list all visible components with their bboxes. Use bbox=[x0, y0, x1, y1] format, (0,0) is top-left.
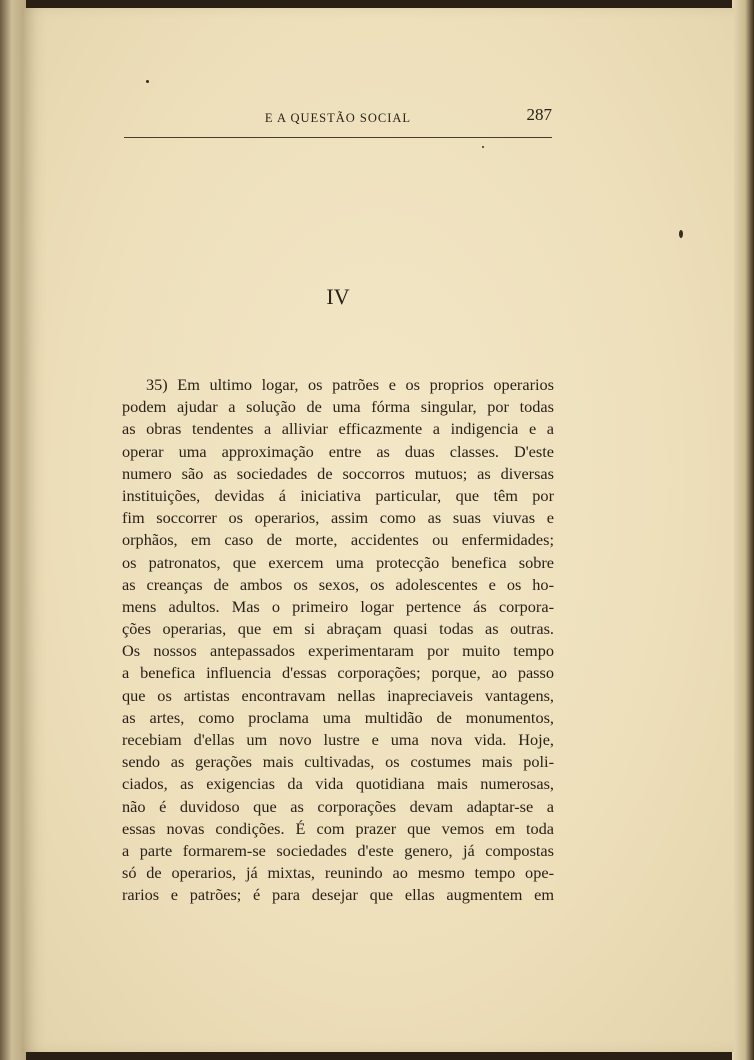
page-number: 287 bbox=[526, 105, 552, 124]
text-line: essas novas condições. É com prazer que vemos em toda bbox=[122, 818, 554, 838]
text-line: mens adultos. Mas o primeiro logar pertence ás corpora- bbox=[122, 596, 554, 616]
text-line: a parte formarem-se sociedades d'este genero, já compostas bbox=[122, 840, 554, 860]
text-line: só de operarios, já mixtas, reunindo ao mesmo tempo ope- bbox=[122, 863, 554, 883]
text-line: as creanças de ambos os sexos, os adolescentes e os ho- bbox=[122, 574, 554, 594]
running-title: E A QUESTÃO SOCIAL bbox=[264, 111, 412, 125]
text-line: operar uma approximação entre as duas classes. D'este bbox=[122, 441, 554, 461]
text-line: podem ajudar a solução de uma fórma singular, por todas bbox=[122, 397, 554, 417]
text-line: 35) Em ultimo logar, os patrões e os proprios operarios bbox=[146, 375, 554, 394]
text-line: a benefica influencia d'essas corporações; porque, ao passo bbox=[122, 663, 554, 683]
chapter-heading: IV bbox=[326, 284, 350, 309]
text-line: fim soccorrer os operarios, assim como as suas viuvas e bbox=[122, 508, 554, 528]
text-line: que os artistas encontravam nellas inapreciaveis vantagens, bbox=[122, 685, 554, 705]
text-line: instituições, devidas á iniciativa particular, que têm por bbox=[122, 485, 554, 505]
running-head bbox=[124, 105, 552, 138]
text-line: não é duvidoso que as corporações devam adaptar-se a bbox=[122, 796, 554, 816]
text-line: orphãos, em caso de morte, accidentes ou enfermidades; bbox=[122, 530, 554, 550]
text-line: ciados, as exigencias da vida quotidiana mais numerosas, bbox=[122, 774, 554, 794]
paper-speck bbox=[146, 80, 149, 83]
text-line: sendo as gerações mais cultivadas, os costumes mais poli- bbox=[122, 752, 554, 772]
book-right-edge bbox=[732, 0, 754, 1060]
text-line: as artes, como proclama uma multidão de monumentos, bbox=[122, 707, 554, 727]
paragraph bbox=[122, 374, 554, 907]
text-line: ções operarias, que em si abraçam quasi todas as outras. bbox=[122, 619, 554, 639]
paper-speck bbox=[679, 230, 683, 238]
text-line: rarios e patrões; é para desejar que ellas augmentem em bbox=[122, 885, 554, 905]
text-line: recebiam d'ellas um novo lustre e uma nova vida. Hoje, bbox=[122, 730, 554, 749]
text-line: as obras tendentes a alliviar efficazmente a indigencia e a bbox=[122, 419, 554, 439]
text-line: numero são as sociedades de soccorros mutuos; as diversas bbox=[122, 463, 554, 483]
text-line: os patronatos, que exercem uma protecção benefica sobre bbox=[122, 552, 554, 572]
text-line: Os nossos antepassados experimentaram por muito tempo bbox=[122, 641, 554, 661]
paper-speck bbox=[482, 146, 484, 148]
